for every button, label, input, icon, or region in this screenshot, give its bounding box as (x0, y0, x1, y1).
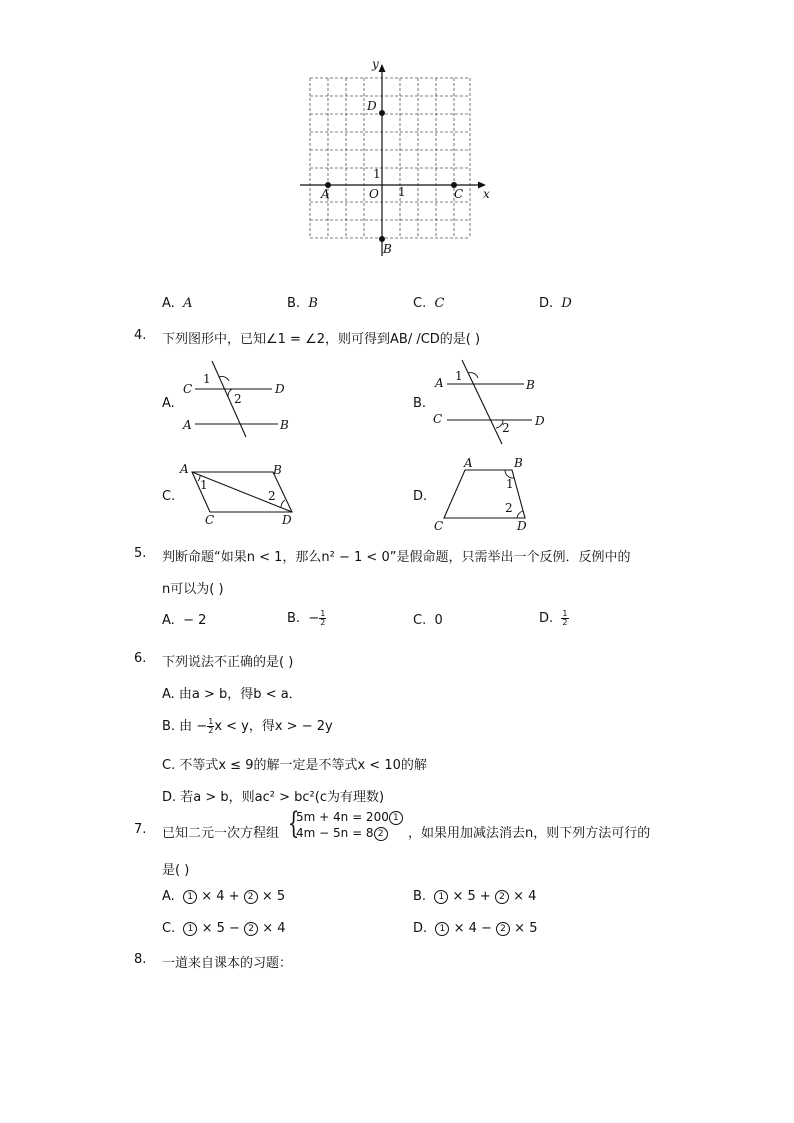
q4-option-b-label[interactable]: B. (413, 396, 427, 411)
point-d (379, 110, 385, 116)
svg-text:A: A (464, 456, 473, 470)
svg-text:1: 1 (203, 372, 211, 386)
coordinate-grid-figure (296, 55, 496, 260)
q6-option-c[interactable]: C. 不等式x ≤ 9的解一定是不等式x < 10的解 (162, 758, 427, 773)
q7-system-brace: { (287, 806, 300, 841)
svg-text:C: C (433, 412, 443, 426)
q4-figure-a (180, 358, 300, 440)
q3-option-b[interactable]: B. B (287, 296, 318, 311)
q4-figure-b (430, 355, 555, 445)
q6-stem: 下列说法不正确的是( ) (162, 655, 294, 670)
svg-text:B: B (280, 418, 289, 432)
point-label-c: C (454, 187, 464, 201)
unit-x-label: 1 (398, 185, 406, 199)
q7-option-d[interactable]: D. 1 × 4 − 2 × 5 (413, 921, 538, 936)
svg-text:2: 2 (505, 501, 513, 515)
svg-text:D: D (275, 382, 285, 396)
q4-figure-c (176, 458, 301, 530)
q6-option-d[interactable]: D. 若a > b，则ac² > bc²(c为有理数) (162, 790, 385, 805)
origin-label: O (369, 187, 379, 201)
svg-text:C: C (205, 513, 215, 527)
q5-line2: n可以为( ) (162, 582, 224, 597)
q7-number: 7. (134, 822, 147, 837)
q7-line2: 是( ) (162, 863, 190, 878)
q4-stem: 下列图形中，已知∠1 = ∠2，则可得到AB/ /CD的是( ) (162, 332, 481, 347)
svg-text:C: C (434, 519, 444, 533)
q5-option-d[interactable]: D. $\frac{1}{2}$ (539, 609, 568, 627)
q8-number: 8. (134, 952, 147, 967)
svg-text:D: D (535, 414, 545, 428)
svg-text:A: A (180, 462, 189, 476)
q6-number: 6. (134, 651, 147, 666)
svg-text:2: 2 (268, 489, 276, 503)
q7-equation-1: 5m + 4n = 200 1 (296, 810, 403, 825)
q3-option-d[interactable]: D. D (539, 296, 572, 311)
svg-text:B: B (526, 378, 535, 392)
q5-line1: 判断命题“如果n < 1，那么n² − 1 < 0”是假命题，只需举出一个反例．反例中的 (162, 550, 631, 565)
q5-option-b[interactable]: B. − $\frac{1}{2}$ (287, 609, 326, 627)
q6-option-a[interactable]: A. 由a > b，得b < a． (162, 687, 302, 702)
q7-stem-post: ，如果用加减法消去n，则下列方法可行的 (408, 826, 651, 841)
point-label-a: A (321, 187, 330, 201)
q6-option-b[interactable]: B. 由 − $\frac{1}{2}$ x < y，得x > − 2y (162, 717, 333, 735)
q4-option-a-label[interactable]: A. (162, 396, 175, 411)
q4-number: 4. (134, 328, 147, 343)
svg-text:A: A (183, 418, 192, 432)
unit-y-label: 1 (373, 167, 381, 181)
q8-stem: 一道来自课本的习题： (162, 956, 293, 971)
svg-text:A: A (435, 376, 444, 390)
q4-figure-d (430, 455, 535, 535)
svg-text:B: B (514, 456, 523, 470)
q3-option-c[interactable]: C. C (413, 296, 445, 311)
svg-text:D: D (517, 519, 527, 533)
svg-text:1: 1 (455, 369, 463, 383)
x-axis-label: x (483, 187, 490, 201)
q7-option-b[interactable]: B. 1 × 5 + 2 × 4 (413, 889, 537, 904)
q4-option-c-label[interactable]: C. (162, 489, 176, 504)
q5-option-c[interactable]: C. 0 (413, 613, 443, 628)
q7-stem-pre: 已知二元一次方程组 (162, 826, 280, 841)
q7-equation-2: 4m − 5n = 8 2 (296, 826, 388, 841)
q4-option-d-label[interactable]: D. (413, 489, 428, 504)
svg-text:B: B (273, 463, 282, 477)
q5-number: 5. (134, 546, 147, 561)
svg-text:D: D (282, 513, 292, 527)
y-axis-arrow-icon (379, 64, 386, 72)
svg-text:1: 1 (506, 477, 514, 491)
point-label-d: D (367, 99, 377, 113)
svg-text:2: 2 (234, 392, 242, 406)
y-axis-label: y (372, 57, 379, 71)
q7-option-a[interactable]: A. 1 × 4 + 2 × 5 (162, 889, 286, 904)
svg-text:2: 2 (502, 421, 510, 435)
q3-option-a[interactable]: A. A (162, 296, 193, 311)
point-label-b: B (383, 242, 392, 256)
svg-text:C: C (183, 382, 193, 396)
svg-text:1: 1 (200, 478, 208, 492)
q5-option-a[interactable]: A. − 2 (162, 613, 207, 628)
q7-option-c[interactable]: C. 1 × 5 − 2 × 4 (162, 921, 286, 936)
grid-lines (310, 78, 470, 238)
